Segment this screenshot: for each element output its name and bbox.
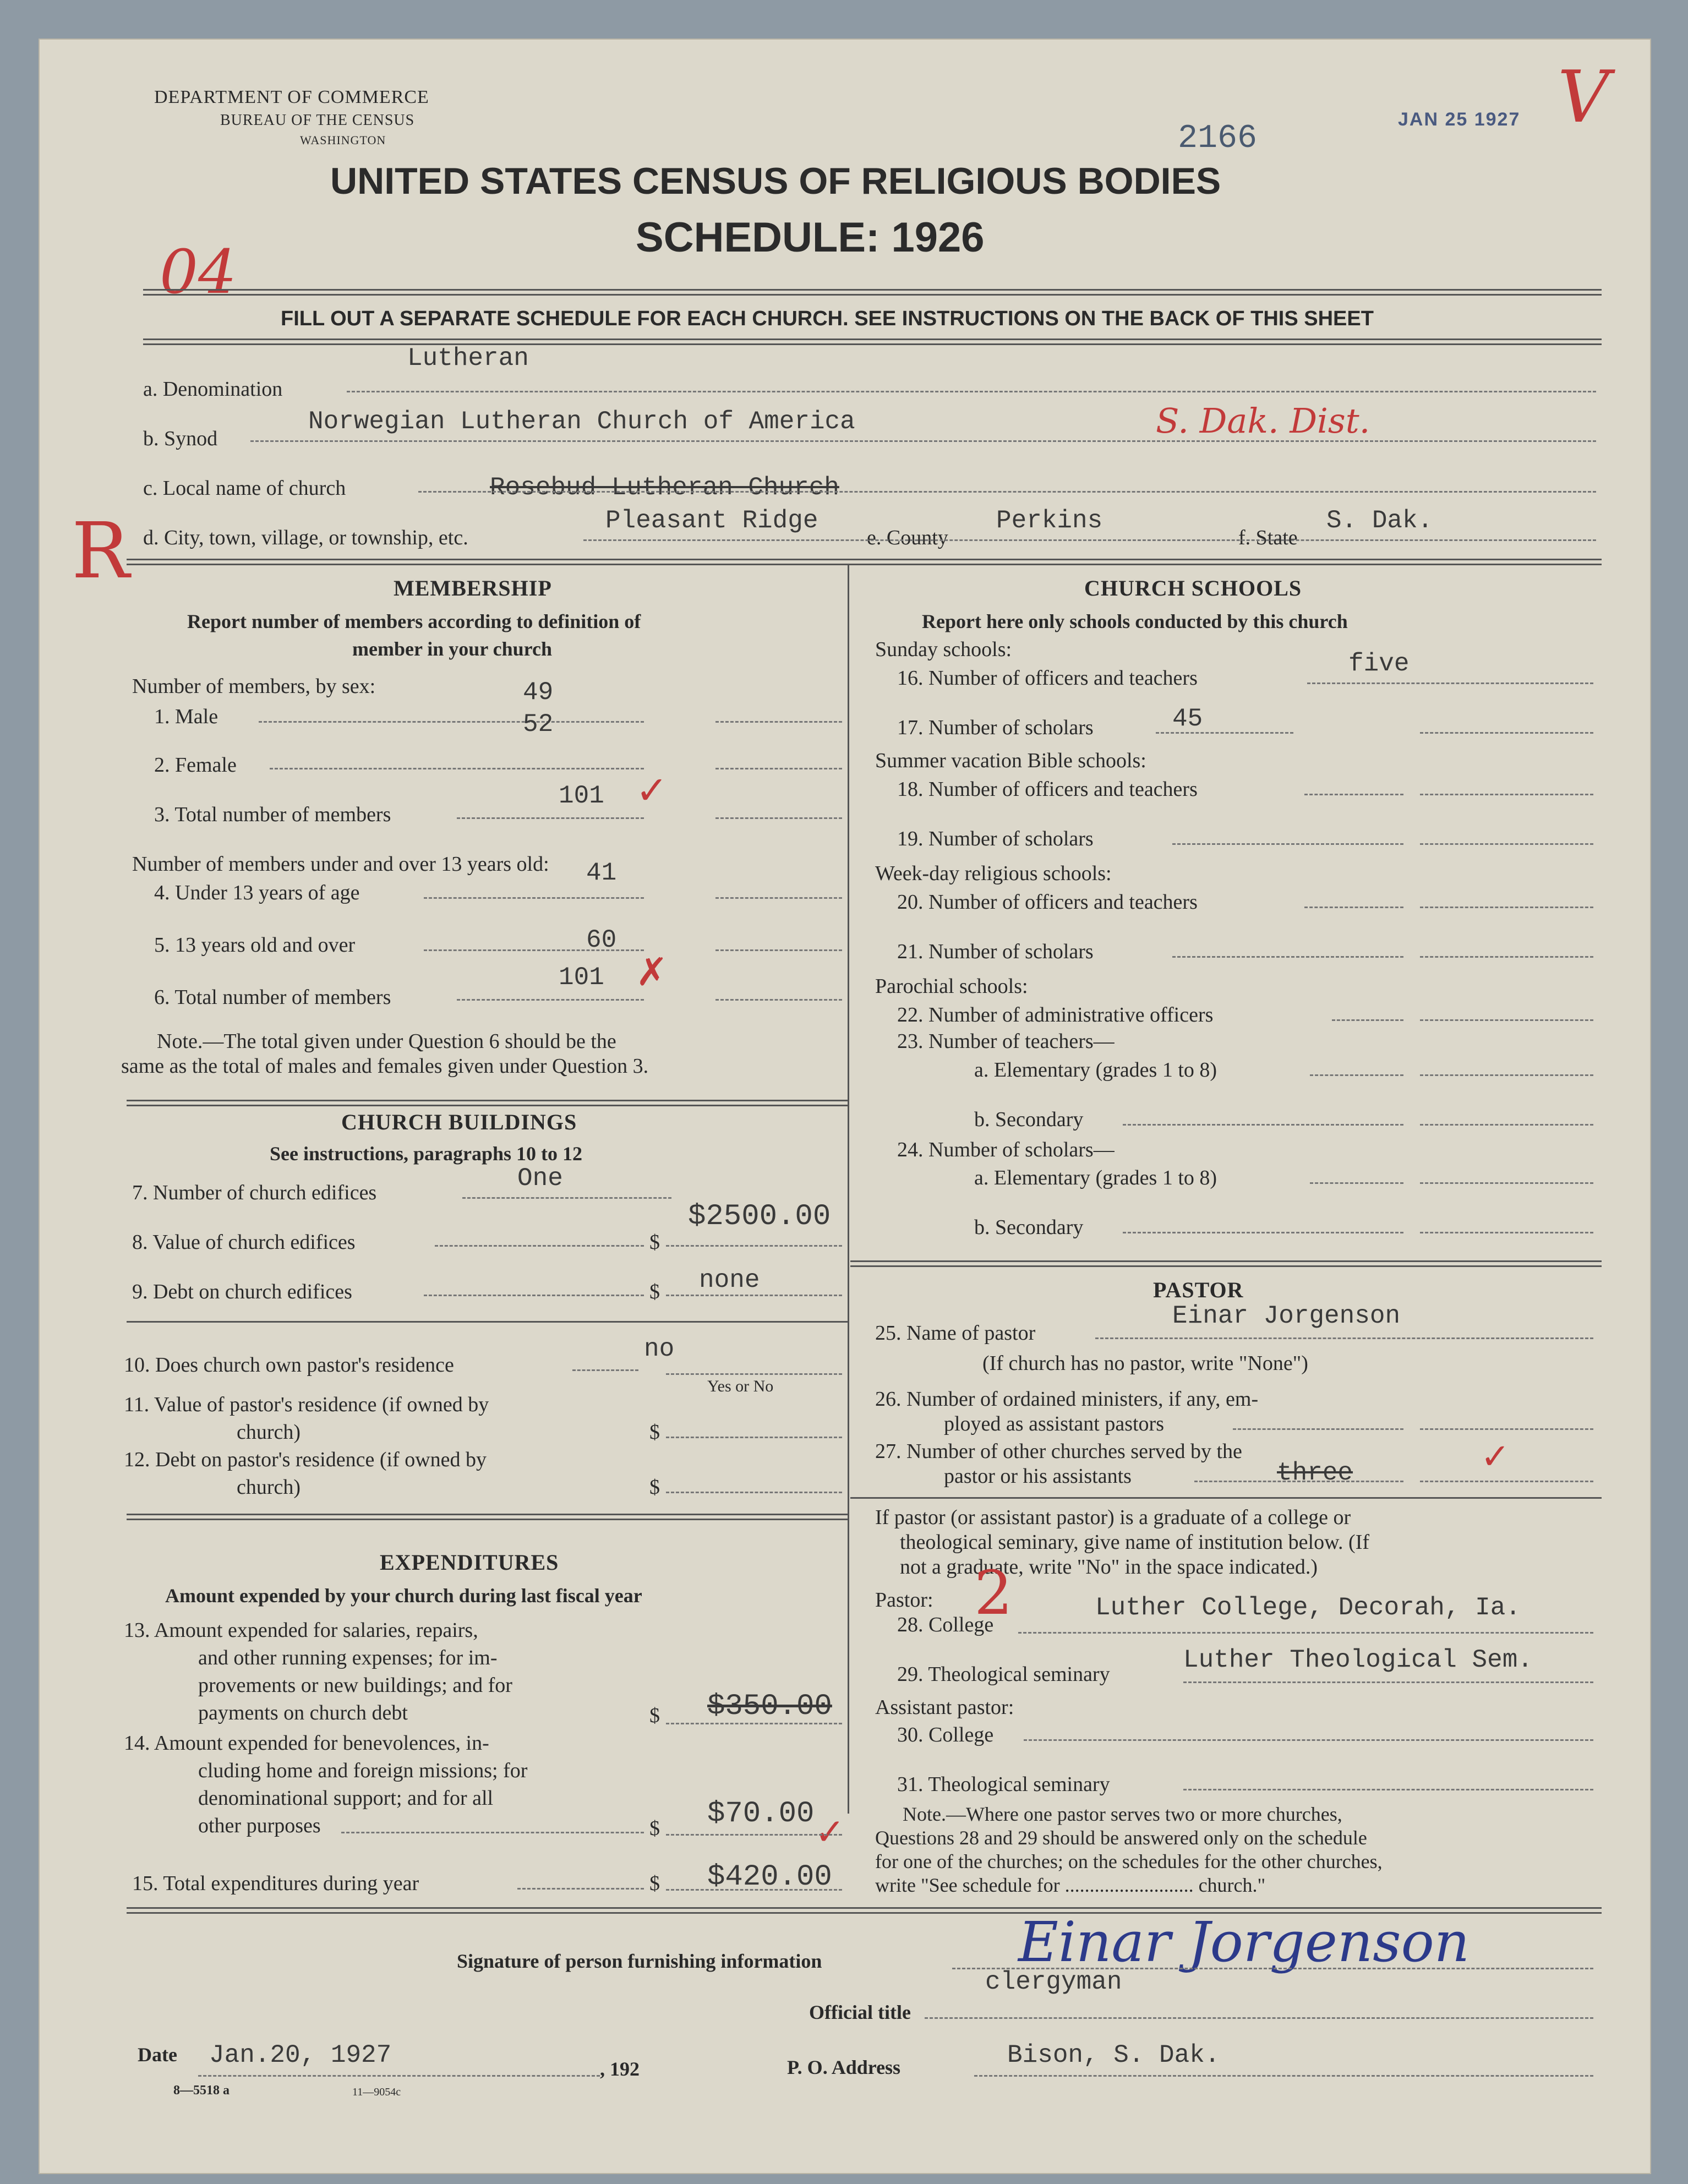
expenditures-sub: Amount expended by your church during last fiscal year — [165, 1585, 642, 1607]
by-sex-label: Number of members, by sex: — [132, 675, 376, 698]
membership-heading: MEMBERSHIP — [394, 576, 552, 600]
field-line — [1304, 907, 1403, 908]
date-received-stamp: JAN 25 1927 — [1398, 109, 1521, 130]
q15-label: 15. Total expenditures during year — [132, 1872, 419, 1895]
q13-value[interactable]: $350.00 — [707, 1690, 832, 1723]
bureau-label: BUREAU OF THE CENSUS — [220, 112, 415, 129]
q25-hint: (If church has no pastor, write "None") — [982, 1352, 1308, 1375]
field-line — [715, 999, 842, 1001]
field-line — [1420, 956, 1593, 958]
red-annotation-04: 04 — [160, 237, 237, 307]
q24b-label: b. Secondary — [974, 1216, 1084, 1239]
q25-value[interactable]: Einar Jorgenson — [1172, 1302, 1401, 1330]
field-line — [435, 1245, 644, 1247]
graduate-note-line3: not a graduate, write "No" in the space indicated.) — [900, 1555, 1318, 1579]
assistant-pastor-label: Assistant pastor: — [875, 1696, 1014, 1719]
field-line — [1123, 1124, 1403, 1126]
pastor-sub-label: Pastor: — [875, 1588, 933, 1612]
q29-label: 29. Theological seminary — [897, 1663, 1110, 1686]
dollar-sign: $ — [649, 1872, 660, 1895]
field-line — [1233, 1428, 1403, 1430]
rule — [850, 1260, 1602, 1267]
field-line — [1172, 843, 1403, 845]
red-check-mark: V — [1558, 55, 1609, 139]
form-schedule: SCHEDULE: 1926 — [636, 214, 985, 261]
field-line — [462, 1197, 671, 1199]
field-line — [1420, 1124, 1593, 1126]
state-value[interactable]: S. Dak. — [1326, 506, 1433, 535]
age-head-label: Number of members under and over 13 years old: — [132, 853, 549, 876]
q13-label-line2: and other running expenses; for im- — [198, 1646, 498, 1669]
local-name-label: c. Local name of church — [143, 477, 346, 500]
field-line — [424, 949, 644, 951]
q20-label: 20. Number of officers and teachers — [897, 891, 1198, 914]
field-line — [1420, 1074, 1593, 1076]
field-line — [715, 949, 842, 951]
instruction-line: FILL OUT A SEPARATE SCHEDULE FOR EACH CHURCH. SEE INSTRUCTIONS ON THE BACK OF THIS SHEET — [281, 307, 1374, 330]
field-line — [250, 440, 1596, 442]
q14-label-line2: cluding home and foreign missions; for — [198, 1759, 528, 1782]
q1-value[interactable]: 49 — [523, 678, 554, 707]
graduate-note-line1: If pastor (or assistant pastor) is a graduate of a college or — [875, 1506, 1351, 1529]
red-annotation-r: R — [72, 506, 130, 596]
red-check-icon: ✓ — [815, 1811, 845, 1853]
q27-value[interactable]: three — [1277, 1459, 1353, 1487]
field-line — [347, 391, 1596, 392]
membership-sub2: member in your church — [352, 638, 553, 660]
field-line — [1420, 1182, 1593, 1184]
po-address-label: P. O. Address — [787, 2056, 901, 2078]
field-line — [1420, 1428, 1593, 1430]
q21-label: 21. Number of scholars — [897, 940, 1094, 963]
field-line — [1024, 1739, 1593, 1741]
q6-value[interactable]: 101 — [559, 963, 604, 992]
red-check-icon: ✓ — [636, 768, 668, 813]
city-town-value[interactable]: Pleasant Ridge — [605, 506, 818, 535]
field-line — [1420, 1232, 1593, 1233]
denomination-label: a. Denomination — [143, 378, 283, 401]
field-line — [341, 1832, 644, 1833]
parochial-schools-label: Parochial schools: — [875, 975, 1028, 998]
field-line — [1194, 1481, 1403, 1482]
q3-value[interactable]: 101 — [559, 782, 604, 810]
date-label: Date — [138, 2044, 177, 2066]
denomination-value[interactable]: Lutheran — [407, 344, 529, 373]
state-label: f. State — [1238, 526, 1298, 549]
q26-label-line1: 26. Number of ordained ministers, if any, em- — [875, 1388, 1259, 1411]
field-line — [715, 768, 842, 769]
field-line — [198, 2075, 600, 2077]
field-line — [974, 2075, 1593, 2077]
field-line — [1123, 1232, 1403, 1233]
field-line — [270, 768, 644, 769]
q15-value[interactable]: $420.00 — [707, 1860, 832, 1894]
q6-label: 6. Total number of members — [154, 986, 391, 1009]
q18-label: 18. Number of officers and teachers — [897, 778, 1198, 801]
pastor-note-line1: Note.—Where one pastor serves two or more churches, — [903, 1803, 1342, 1825]
q16-label: 16. Number of officers and teachers — [897, 667, 1198, 690]
field-line — [1018, 1632, 1593, 1634]
membership-note-line1: Note.—The total given under Question 6 should be the — [157, 1030, 616, 1053]
rule — [127, 1321, 848, 1323]
q4-value[interactable]: 41 — [586, 859, 617, 887]
field-line — [1183, 1789, 1593, 1790]
q9-value[interactable]: none — [699, 1266, 760, 1295]
field-line — [666, 1492, 842, 1493]
red-annotation-2: 2 — [974, 1558, 1013, 1628]
q23a-label: a. Elementary (grades 1 to 8) — [974, 1058, 1217, 1082]
q10-value[interactable]: no — [644, 1335, 675, 1363]
field-line — [666, 1437, 842, 1438]
q13-label-line1: 13. Amount expended for salaries, repairs, — [124, 1619, 478, 1642]
weekday-schools-label: Week-day religious schools: — [875, 862, 1112, 885]
field-line — [666, 1295, 842, 1296]
city-label: WASHINGTON — [300, 133, 386, 147]
signature-value[interactable]: Einar Jorgenson — [1018, 1910, 1470, 1974]
q10-label: 10. Does church own pastor's residence — [124, 1353, 454, 1377]
synod-value[interactable]: Norwegian Lutheran Church of America — [308, 407, 855, 436]
schools-heading: CHURCH SCHOOLS — [1084, 576, 1302, 600]
q2-value[interactable]: 52 — [523, 710, 554, 739]
q2-label: 2. Female — [154, 754, 237, 777]
field-line — [1304, 794, 1403, 795]
date-suffix: , 192 — [600, 2058, 640, 2080]
rule — [850, 1497, 1602, 1499]
field-line — [1172, 956, 1403, 958]
form-title: UNITED STATES CENSUS OF RELIGIOUS BODIES — [330, 160, 1221, 202]
q12-label-line2: church) — [237, 1476, 301, 1499]
q8-value[interactable]: $2500.00 — [688, 1200, 831, 1233]
field-line — [572, 1369, 638, 1371]
city-town-label: d. City, town, village, or township, etc. — [143, 526, 468, 549]
field-line — [1332, 1019, 1403, 1021]
synod-label: b. Synod — [143, 427, 218, 450]
q12-label-line1: 12. Debt on pastor's residence (if owned by — [124, 1448, 487, 1471]
field-line — [666, 1889, 842, 1891]
q17-value[interactable]: 45 — [1172, 705, 1203, 733]
field-line — [715, 817, 842, 819]
dollar-sign: $ — [649, 1704, 660, 1727]
column-divider — [848, 564, 849, 1814]
dollar-sign: $ — [649, 1231, 660, 1254]
q28-value[interactable]: Luther College, Decorah, Ia. — [1095, 1593, 1521, 1622]
membership-note-line2: same as the total of males and females given under Question 3. — [121, 1055, 649, 1078]
field-line — [666, 1723, 842, 1724]
field-line — [1420, 907, 1593, 908]
signature-label: Signature of person furnishing information — [457, 1950, 822, 1972]
red-district-note: S. Dak. Dist. — [1156, 401, 1370, 441]
q28-label: 28. College — [897, 1613, 994, 1636]
dollar-sign: $ — [649, 1421, 660, 1444]
graduate-note-line2: theological seminary, give name of institution below. (If — [900, 1531, 1370, 1554]
pastor-heading: PASTOR — [1153, 1277, 1244, 1302]
q23-label: 23. Number of teachers— — [897, 1030, 1115, 1053]
stamp-number: 2166 — [1178, 120, 1258, 157]
dollar-sign: $ — [649, 1817, 660, 1840]
rule — [127, 1514, 848, 1520]
q11-label-line1: 11. Value of pastor's residence (if owned by — [124, 1393, 489, 1416]
red-check-icon: ✓ — [1481, 1437, 1510, 1477]
schools-sub: Report here only schools conducted by this church — [922, 610, 1348, 632]
po-address-value[interactable]: Bison, S. Dak. — [1007, 2041, 1220, 2070]
field-line — [1420, 1019, 1593, 1021]
field-line — [715, 721, 842, 723]
q14-label-line3: denominational support; and for all — [198, 1787, 494, 1810]
field-line — [925, 2017, 1593, 2019]
field-line — [1183, 1681, 1593, 1683]
membership-sub1: Report number of members according to definition of — [187, 610, 641, 632]
official-title-label: Official title — [809, 2001, 911, 2023]
q19-label: 19. Number of scholars — [897, 827, 1094, 850]
pastor-note-line3: for one of the churches; on the schedules for the other churches, — [875, 1850, 1383, 1872]
q5-label: 5. 13 years old and over — [154, 933, 356, 957]
field-line — [1420, 843, 1593, 845]
q5-value[interactable]: 60 — [586, 926, 617, 954]
census-schedule-sheet — [39, 39, 1651, 2174]
rule — [143, 338, 1602, 345]
date-value[interactable]: Jan.20, 1927 — [209, 2041, 392, 2070]
county-label: e. County — [867, 526, 948, 549]
field-line — [666, 1245, 842, 1247]
q23b-label: b. Secondary — [974, 1108, 1084, 1131]
official-title-value[interactable]: clergyman — [985, 1968, 1122, 1996]
county-value[interactable]: Perkins — [996, 506, 1103, 535]
form-code-2: 11—9054c — [352, 2086, 401, 2098]
q29-value[interactable]: Luther Theological Sem. — [1183, 1646, 1533, 1674]
q17-label: 17. Number of scholars — [897, 716, 1094, 739]
pastor-note-line4: write "See schedule for .......................... church." — [875, 1874, 1266, 1896]
q10-hint: Yes or No — [707, 1377, 774, 1395]
q11-label-line2: church) — [237, 1421, 301, 1444]
field-line — [1420, 1481, 1593, 1482]
dept-label: DEPARTMENT OF COMMERCE — [154, 87, 429, 107]
q9-label: 9. Debt on church edifices — [132, 1280, 352, 1303]
field-line — [1156, 732, 1293, 734]
expenditures-heading: EXPENDITURES — [380, 1550, 559, 1575]
field-line — [1095, 1337, 1593, 1339]
q26-label-line2: ployed as assistant pastors — [944, 1412, 1165, 1435]
q27-label-line1: 27. Number of other churches served by the — [875, 1440, 1242, 1463]
field-line — [666, 1373, 842, 1375]
field-line — [1420, 732, 1593, 734]
field-line — [424, 1295, 644, 1296]
dollar-sign: $ — [649, 1280, 660, 1303]
buildings-heading: CHURCH BUILDINGS — [341, 1110, 577, 1134]
q3-label: 3. Total number of members — [154, 803, 391, 826]
summer-schools-label: Summer vacation Bible schools: — [875, 749, 1146, 772]
buildings-sub: See instructions, paragraphs 10 to 12 — [270, 1143, 583, 1165]
field-line — [1310, 1182, 1403, 1184]
rule — [127, 559, 1602, 565]
rule — [143, 289, 1602, 296]
q16-value[interactable]: five — [1348, 649, 1410, 678]
dollar-sign: $ — [649, 1476, 660, 1499]
pastor-note-line2: Questions 28 and 29 should be answered only on the schedule — [875, 1827, 1367, 1849]
field-line — [457, 999, 644, 1001]
q24a-label: a. Elementary (grades 1 to 8) — [974, 1166, 1217, 1189]
q30-label: 30. College — [897, 1723, 994, 1746]
field-line — [457, 817, 644, 819]
q13-label-line4: payments on church debt — [198, 1701, 408, 1724]
field-line — [259, 721, 644, 723]
q1-label: 1. Male — [154, 705, 218, 728]
q7-label: 7. Number of church edifices — [132, 1181, 377, 1204]
field-line — [1420, 794, 1593, 795]
q31-label: 31. Theological seminary — [897, 1773, 1110, 1796]
sunday-schools-label: Sunday schools: — [875, 638, 1012, 661]
q25-label: 25. Name of pastor — [875, 1322, 1036, 1345]
field-line — [666, 1834, 842, 1836]
field-line — [424, 897, 644, 899]
q4-label: 4. Under 13 years of age — [154, 881, 360, 904]
q27-label-line2: pastor or his assistants — [944, 1465, 1132, 1488]
q7-value[interactable]: One — [517, 1164, 563, 1193]
red-check-icon: ✗ — [636, 949, 668, 995]
field-line — [1307, 682, 1593, 684]
field-line — [418, 491, 1596, 493]
field-line — [517, 1888, 644, 1890]
q24-label: 24. Number of scholars— — [897, 1138, 1115, 1161]
q8-label: 8. Value of church edifices — [132, 1231, 356, 1254]
q13-label-line3: provements or new buildings; and for — [198, 1674, 512, 1697]
local-name-value[interactable]: Rosebud Lutheran Church — [490, 473, 839, 502]
field-line — [583, 539, 1596, 541]
form-code-1: 8—5518 a — [173, 2083, 230, 2098]
field-line — [715, 897, 842, 899]
q14-value[interactable]: $70.00 — [707, 1797, 815, 1831]
q22-label: 22. Number of administrative officers — [897, 1003, 1214, 1027]
field-line — [1310, 1074, 1403, 1076]
q14-label-line4: other purposes — [198, 1814, 321, 1837]
q14-label-line1: 14. Amount expended for benevolences, in- — [124, 1732, 489, 1755]
rule — [127, 1100, 848, 1106]
